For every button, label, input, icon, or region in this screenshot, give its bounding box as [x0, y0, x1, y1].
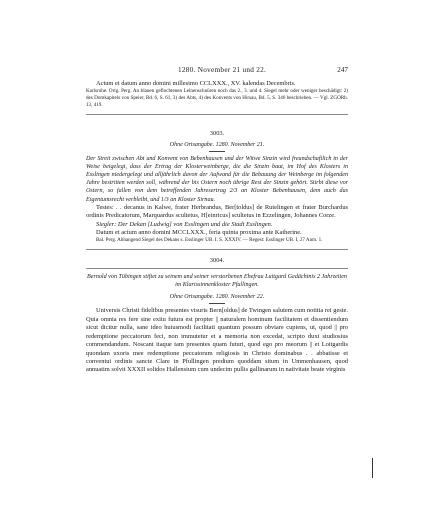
charter-text-3004: Universis Christi fidelibus presentes visuris Bern[oldus] de Twingen salutem cum notitia rei geste. Quia omnia res fere sine exitu futura est propter || naturalem hominum facilitatem et dissentiendum sicut dicitur nulla, sane ideo huiusmodi facilitati quantum possum obviare cupiens, ut, quod || pro redemptione peccatorum feci, non immutetur et a memoria non excedat, scripto duxi studiosius commendandum. Noscant itaque tam presentes quam futuri, quod ego pro meorum || et Loitgardis quondam uxoris mee redemptione peccatorum religiosis in Christo dominabus . . abbatisse et conventui ordinis sancte Clare in Pfullingen predium quoddam situm in Ummenhausen, quod annuatim solvit XXXII solidos Hallensium cum undecim pullis gallinarum in nativitate beate virginis [86, 307, 348, 374]
siegler-3003: Siegler: Der Dekan [Ludwig] von Esslingen und die Stadt Esslingen. [96, 220, 273, 228]
archival-note-3003: Bal. Perg. Abhangend Siegel des Dekans s. Esslinger UB. I. S. XXXIV. — Regest: Esslinger UB. I, 27 Anm. 1. [96, 237, 323, 244]
date-line-3003: Ohne Ortsangabe. 1280. November 21. [169, 141, 265, 148]
date-line-3004: Ohne Ortsangabe. 1280. November 22. [169, 294, 265, 301]
document-number-3003: 3003. [209, 129, 225, 137]
testes-3003: Testes: . . decanus in Kalwe, frater Herbrandus, Ber[toldus] de Rutelingen et frater Burchardus ordinis Predicatorum, Marquardus scultetus, H[einricus] scultetus in Ezzelingen, Johannes Corze. [86, 203, 348, 220]
section-divider [86, 114, 348, 115]
short-rule [209, 303, 225, 304]
margin-mark [372, 458, 373, 478]
regest-3004: Bernold von Tübingen stiftet zu seinem und seiner verstorbenen Ehefrau Luitgard Gedächtnis 2 Jahrzeiten im Klarissinnenkloster Pfullingen. [87, 274, 347, 289]
section-divider [86, 268, 348, 269]
page-body [86, 80, 348, 375]
archival-note: Karlsruhe. Orig. Perg. An blauen geflochtenen Leinenschnüren noch das 2., 3. und 4. Siegel mehr oder weniger beschädigt: 2) des Domkapitels von Speier, Bd. 6, S. 61, 3) des Abts, 4) des Konvents von Hirsau, Bd. 5, S. 346 beschrieben. — Vgl. ZGORh. 13, 419. [86, 88, 348, 108]
page-number: 247 [337, 66, 348, 74]
document-number-3004: 3004. [209, 257, 225, 265]
regest-3003: Der Streit zwischen Abt und Konvent von Bebenhausen und der Witwe Sinzin wird freundschaftlich in der Weise beigelegt, dass der Ertrag der Klosterweinberge, die die Sinzin baut, im Hof des Klosters in Esslingen niedergelegt und alljährlich davon der Aufwand für die Bebauung der Weinberge im folgenden Jahre bestritten werden soll, während der bis Ostern noch übrige Rest der Sinzin gehört. Stirbt diese vor Ostern, so fallen von dem betreffenden Jahresertrag 2/3 an Kloster Bebenhausen, dem auch das Eigentumsrecht verbleibt, und 1/3 an Kloster Sirnau. [86, 155, 348, 203]
actum-line: Actum et datum anno domini millesimo CCLXXX., XV. kalendas Decembris. [96, 80, 296, 87]
section-divider [86, 249, 348, 250]
datum-3003: Datum et actum anno domini MCCLXXX., feria quinta proxima ante Katherine. [96, 228, 302, 236]
short-rule [209, 151, 225, 152]
header-title: 1280. November 21 und 22. [178, 66, 267, 74]
